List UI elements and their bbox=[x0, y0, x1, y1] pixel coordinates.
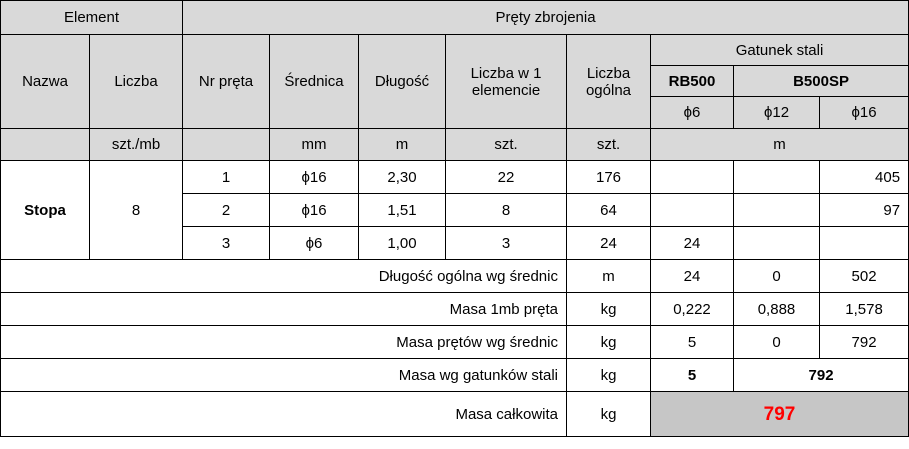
cell-srednica: ϕ16 bbox=[270, 194, 359, 227]
summary-d16: 792 bbox=[820, 326, 909, 359]
summary-d12: 0 bbox=[734, 260, 820, 293]
unit-liczba-ogolna: szt. bbox=[567, 129, 651, 161]
summary-d12: 0,888 bbox=[734, 293, 820, 326]
summary-row-masa-gatunkow bbox=[1, 359, 909, 392]
cell-d6 bbox=[651, 161, 734, 194]
cell-srednica: ϕ6 bbox=[270, 227, 359, 260]
header-diameter-6: ϕ6 bbox=[651, 97, 734, 129]
cell-d16: 405 bbox=[820, 161, 909, 194]
cell-liczba-og: 176 bbox=[567, 161, 651, 194]
summary-unit: kg bbox=[567, 359, 651, 392]
cell-liczba-og: 24 bbox=[567, 227, 651, 260]
header-srednica: Średnica bbox=[270, 35, 359, 129]
summary-d16: 502 bbox=[820, 260, 909, 293]
summary-d16: 1,578 bbox=[820, 293, 909, 326]
summary-label: Masa prętów wg średnic bbox=[1, 326, 567, 359]
cell-liczba-el: 8 bbox=[446, 194, 567, 227]
summary-rb500: 5 bbox=[651, 359, 734, 392]
summary-label: Masa wg gatunków stali bbox=[1, 359, 567, 392]
unit-nr-spacer bbox=[183, 129, 270, 161]
header-gatunek-stali: Gatunek stali bbox=[651, 35, 909, 66]
header-nr-preta: Nr pręta bbox=[183, 35, 270, 129]
summary-row-masa-1mb bbox=[1, 293, 909, 326]
cell-d6: 24 bbox=[651, 227, 734, 260]
table-row bbox=[1, 161, 909, 194]
cell-d16 bbox=[820, 227, 909, 260]
header-element: Element bbox=[1, 1, 183, 35]
cell-srednica: ϕ16 bbox=[270, 161, 359, 194]
summary-unit: kg bbox=[567, 326, 651, 359]
unit-liczba-w-elemencie: szt. bbox=[446, 129, 567, 161]
summary-d12: 0 bbox=[734, 326, 820, 359]
summary-row-masa-pretow bbox=[1, 326, 909, 359]
total-mass-value: 797 bbox=[651, 392, 909, 437]
unit-gatunek: m bbox=[651, 129, 909, 161]
summary-b500sp: 792 bbox=[734, 359, 909, 392]
summary-d6: 0,222 bbox=[651, 293, 734, 326]
header-dlugosc: Długość bbox=[359, 35, 446, 129]
summary-label: Długość ogólna wg średnic bbox=[1, 260, 567, 293]
summary-unit: kg bbox=[567, 392, 651, 437]
header-rb500: RB500 bbox=[651, 66, 734, 97]
summary-label: Masa całkowita bbox=[1, 392, 567, 437]
summary-row-dlugosc bbox=[1, 260, 909, 293]
cell-liczba-el: 22 bbox=[446, 161, 567, 194]
summary-d6: 24 bbox=[651, 260, 734, 293]
element-count: 8 bbox=[90, 161, 183, 260]
cell-d12 bbox=[734, 227, 820, 260]
summary-unit: kg bbox=[567, 293, 651, 326]
cell-d12 bbox=[734, 194, 820, 227]
summary-d6: 5 bbox=[651, 326, 734, 359]
cell-nr: 2 bbox=[183, 194, 270, 227]
header-diameter-12: ϕ12 bbox=[734, 97, 820, 129]
header-liczba-ogolna: Liczba ogólna bbox=[567, 35, 651, 129]
header-unit-spacer bbox=[1, 129, 90, 161]
header-b500sp: B500SP bbox=[734, 66, 909, 97]
cell-dlugosc: 2,30 bbox=[359, 161, 446, 194]
header-prety-zbrojenia: Pręty zbrojenia bbox=[183, 1, 909, 35]
unit-srednica: mm bbox=[270, 129, 359, 161]
unit-dlugosc: m bbox=[359, 129, 446, 161]
summary-row-masa-calkowita bbox=[1, 392, 909, 437]
summary-unit: m bbox=[567, 260, 651, 293]
element-name: Stopa bbox=[1, 161, 90, 260]
summary-label: Masa 1mb pręta bbox=[1, 293, 567, 326]
cell-nr: 1 bbox=[183, 161, 270, 194]
cell-liczba-el: 3 bbox=[446, 227, 567, 260]
header-liczba: Liczba bbox=[90, 35, 183, 129]
cell-nr: 3 bbox=[183, 227, 270, 260]
cell-d6 bbox=[651, 194, 734, 227]
cell-dlugosc: 1,00 bbox=[359, 227, 446, 260]
header-diameter-16: ϕ16 bbox=[820, 97, 909, 129]
cell-d12 bbox=[734, 161, 820, 194]
unit-liczba: szt./mb bbox=[90, 129, 183, 161]
cell-d16: 97 bbox=[820, 194, 909, 227]
header-liczba-w-elemencie: Liczba w 1 elemencie bbox=[446, 35, 567, 129]
header-nazwa: Nazwa bbox=[1, 35, 90, 129]
cell-dlugosc: 1,51 bbox=[359, 194, 446, 227]
cell-liczba-og: 64 bbox=[567, 194, 651, 227]
